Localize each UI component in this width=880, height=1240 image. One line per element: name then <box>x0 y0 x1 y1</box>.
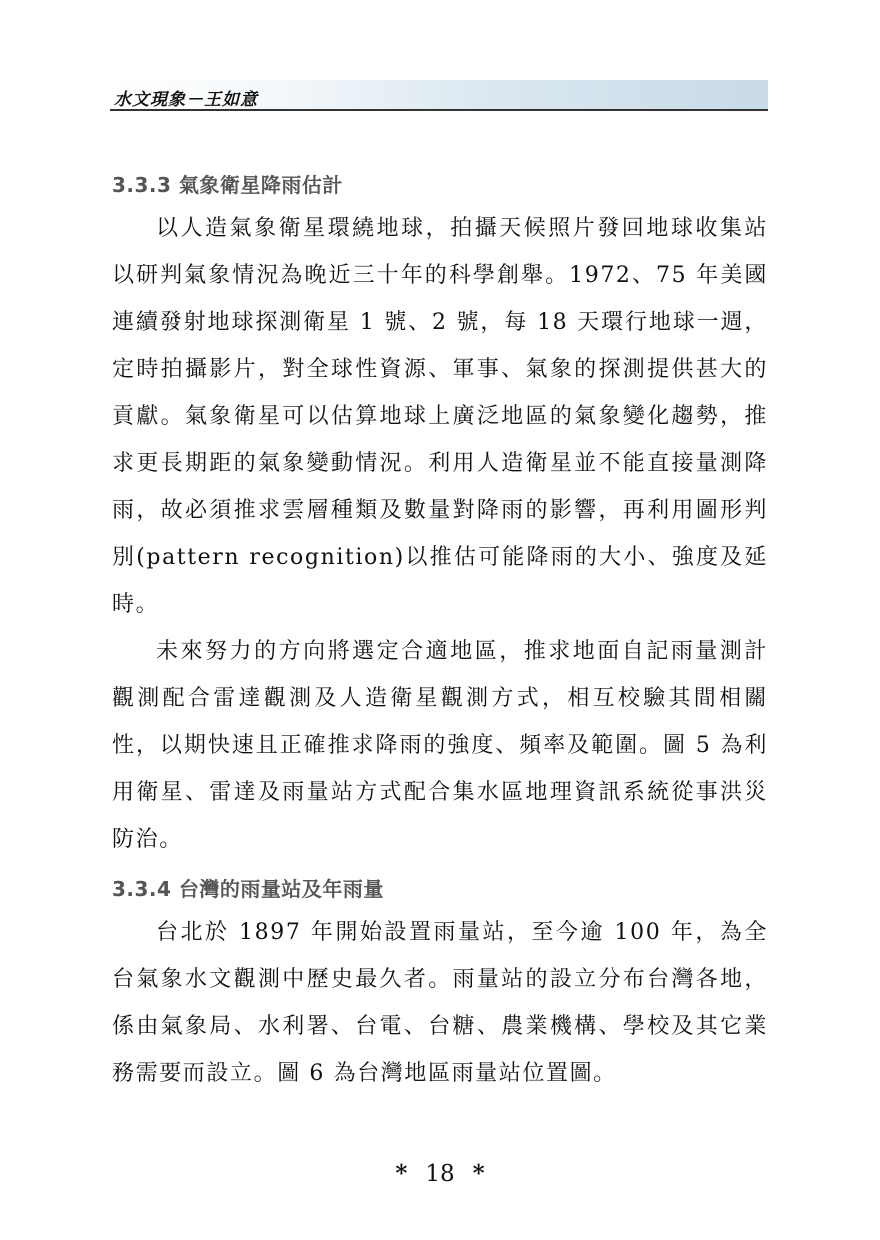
page-footer <box>0 1160 880 1187</box>
section-heading-3-3-3: 3.3.3 氣象衛星降雨估計 <box>112 173 343 197</box>
running-header <box>110 80 768 111</box>
page-body <box>112 165 768 1097</box>
footer-ornament-right: * <box>472 1160 485 1187</box>
section-heading-3-3-4: 3.3.4 台灣的雨量站及年雨量 <box>112 877 384 901</box>
page-number: 18 <box>425 1161 455 1187</box>
paragraph-future-direction: 未來努力的方向將選定合適地區，推求地面自記雨量測計觀測配合雷達觀測及人造衛星觀測方式，相互校驗其間相關性，以期快速且正確推求降雨的強度、頻率及範圍。圖 5 為利用衛星、雷達及雨量站方式配合集水區地理資訊系統從事洪災防治。 <box>112 639 768 852</box>
paragraph-rain-gauge-stations: 台北於 1897 年開始設置雨量站，至今逾 100 年，為全台氣象水文觀測中歷史最久者。雨量站的設立分布台灣各地，係由氣象局、水利署、台電、台糖、農業機構、學校及其它業務需要而設立。圖 6 為台灣地區雨量站位置圖。 <box>112 920 768 1086</box>
paragraph-satellite-estimation: 以人造氣象衛星環繞地球，拍攝天候照片發回地球收集站以研判氣象情況為晚近三十年的科學創舉。1972、75 年美國連續發射地球探測衛星 1 號、2 號，每 18 天環行地球一週，定時拍攝影片，對全球性資源、軍事、氣象的探測提供甚大的貢獻。氣象衛星可以估算地球上廣泛地區的氣象變化趨勢，推求更長期距的氣象變動情況。利用人造衛星並不能直接量測降雨，故必須推求雲層種類及數量對降雨的影響，再利用圖形判別(pattern recognition)以推估可能降雨的大小、強度及延時。 <box>112 216 768 617</box>
footer-ornament-left: * <box>395 1160 408 1187</box>
running-header-title: 水文現象－王如意 <box>114 90 258 110</box>
